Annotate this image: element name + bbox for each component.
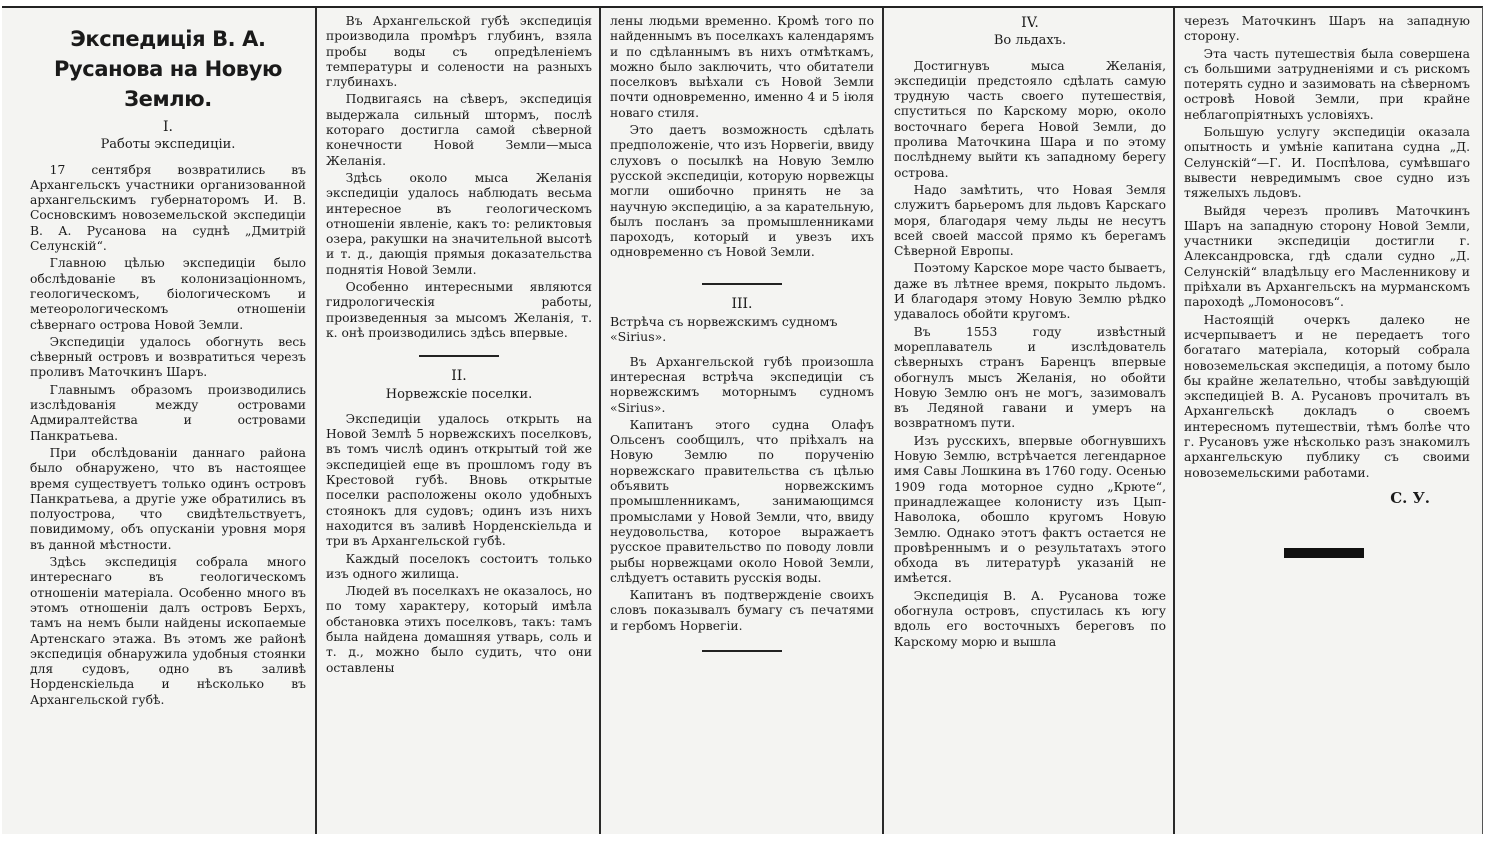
- paragraph: лены людьми временно. Кромѣ того по найденнымъ въ поселкахъ календарямъ и по сдѣланнымъ въ нихъ отмѣткамъ, можно было заключить, что обитатели поселковъ выѣхали съ Новой Земли почти одновременно, именно 4 и 5 іюля новаго стиля.: [610, 14, 874, 120]
- section-divider: [702, 650, 782, 652]
- paragraph: Здѣсь около мыса Желанія экспедиціи удалось наблюдать весьма интересное въ геологическомъ отношеніи явленіе, какъ то: реликтовыя озера, ракушки на значительной высотѣ и т. д., дающія прямыя доказательства поднятія Новой Земли.: [326, 170, 592, 277]
- paragraph: Капитанъ этого судна Олафъ Ольсенъ сообщилъ, что пріѣхалъ на Новую Землю по порученію норвежскаго правительства съ цѣлью объявить норвежскимъ промышленникамъ, занимающимся промыслами у Новой Земли, что, ввиду неудовольства, которое выражаетъ русское правительство по поводу ловли рыбы норвежцами около Новой Земли, слѣдуетъ оставить русскія воды.: [610, 417, 874, 585]
- author-signature: С. У.: [1390, 488, 1430, 507]
- paragraph: Экспедиціи удалось открыть на Новой Землѣ 5 норвежскихъ поселковъ, въ томъ числѣ одинъ открытый той же экспедиціей еще въ прошломъ году въ Крестовой губѣ. Вновь открытые поселки расположены около удобныхъ стоянокъ для судовъ; одинъ изъ нихъ находится въ заливѣ Норденскіельда и три въ Архангельской губѣ.: [326, 411, 592, 549]
- column-rule: [315, 8, 317, 834]
- paragraph: Экспедиціи удалось обогнуть весь сѣверный островъ и возвратиться черезъ проливъ Маточкинъ Шаръ.: [30, 334, 306, 380]
- column-2: [318, 8, 600, 834]
- section-divider: [702, 283, 782, 285]
- newspaper-page: [2, 6, 1483, 834]
- paragraph: Эта часть путешествія была совершена съ большими затрудненіями и съ рискомъ потерять судно и зазимовать на сѣверномъ островѣ Новой Земли, при крайне неблагопріятныхъ условіяхъ.: [1184, 46, 1470, 122]
- paragraph: Достигнувъ мыса Желанія, экспедиціи предстояло сдѣлать самую трудную часть своего путешествія, спуститься по Карскому морю, около восточнаго берега Новой Земли, до пролива Маточкина Шара и по этому послѣднему выйти къ западному берегу острова.: [894, 58, 1166, 180]
- column-3: [602, 8, 882, 834]
- paragraph: Надо замѣтить, что Новая Земля служитъ барьеромъ для льдовъ Карскаго моря, благодаря чему льды не несутъ всей своей массой прямо къ берегамъ Сѣверной Европы.: [894, 182, 1166, 259]
- paragraph: Поэтому Карское море часто бываетъ, даже въ лѣтнее время, покрыто льдомъ. И благодаря этому Новую Землю рѣдко удавалось обойти кругомъ.: [894, 261, 1166, 322]
- paragraph: Въ Архангельской губѣ произошла интересная встрѣча экспедиціи съ норвежскимъ моторнымъ судномъ «Sirius».: [610, 354, 874, 415]
- paragraph: Изъ русскихъ, впервые обогнувшихъ Новую Землю, встрѣчается легендарное имя Савы Лошкина въ 1760 году. Осенью 1909 года моторное судно „Крюте“, принадлежащее колонисту изъ Цып-Наволока, обошло кругомъ Новую Землю. Однако этотъ фактъ остается не провѣреннымъ и о результатахъ этого обхода въ литературѣ указаній не имѣется.: [894, 433, 1166, 586]
- paragraph: Въ Архангельской губѣ экспедиція производила промѣръ глубинъ, взяла пробы воды съ опредѣленіемъ температуры и солености на разныхъ глубинахъ.: [326, 14, 592, 90]
- paragraph: Подвигаясь на сѣверъ, экспедиція выдержала сильный штормъ, послѣ котораго достигла самой сѣверной конечности Новой Земли—мыса Желанія.: [326, 92, 592, 168]
- paragraph: Людей въ поселкахъ не оказалось, но по тому характеру, который имѣла обстановка этихъ поселковъ, такъ: тамъ была найдена домашняя утварь, соль и т. д., можно было судить, что они оставлены: [326, 584, 592, 675]
- paragraph: Большую услугу экспедиціи оказала опытность и умѣніе капитана судна „Д. Селунскій“—Г. И. Поспѣлова, сумѣвшаго вывести невредимымъ свое судно изъ тяжелыхъ льдовъ.: [1184, 125, 1470, 201]
- column-1: [22, 8, 314, 834]
- section-number: III.: [731, 295, 753, 312]
- section-heading: Работы экспедиціи.: [100, 137, 236, 153]
- section-number: I.: [163, 119, 173, 135]
- section-heading: Норвежскіе поселки.: [385, 386, 533, 402]
- section-heading: Встрѣча съ норвежскимъ судномъ «Sirius».: [610, 314, 838, 345]
- paragraph: Каждый поселокъ состоитъ только изъ одного жилища.: [326, 551, 592, 581]
- paragraph: При обслѣдованіи даннаго района было обнаружено, что въ настоящее время существуетъ только одинъ островъ Панкратьева, а другіе уже обратились въ полуострова, что свидѣтельствуетъ, повидимому, объ опусканіи уровня моря въ данной мѣстности.: [30, 445, 306, 552]
- article-title: Экспедиція В. А. Русанова на Новую Землю.: [54, 27, 282, 111]
- paragraph: Это даетъ возможность сдѣлать предположеніе, что изъ Норвегіи, ввиду слуховъ о посылкѣ на Новую Землю русской экспедиціи, которую норвежцы могли ошибочно принять не за научную экспедицію, а за карательную, былъ посланъ за промышленниками пароходъ, который и увезъ ихъ одновременно съ Новой Земли.: [610, 123, 874, 260]
- column-4: [886, 8, 1174, 834]
- section-heading: Во льдахъ.: [993, 33, 1067, 49]
- paragraph: Выйдя черезъ проливъ Маточкинъ Шаръ на западную сторону Новой Земли, участники экспедиціи достигли г. Александровска, гдѣ сдали судно „Д. Селунскій“ владѣльцу его Масленникову и пріѣхали въ Архангельскъ на мурманскомъ пароходѣ „Ломоносовъ“.: [1184, 203, 1470, 310]
- paragraph: Экспедиція В. А. Русанова тоже обогнула островъ, спустилась къ югу вдоль его восточныхъ береговъ по Карскому морю и вышла: [894, 588, 1166, 649]
- column-5: [1176, 8, 1478, 834]
- paragraph: 17 сентября возвратились въ Архангельскъ участники организованной архангельскимъ губернаторомъ И. В. Сосновскимъ новоземельской экспедиціи В. А. Русанова на суднѣ „Дмитрій Селунскій“.: [30, 162, 306, 254]
- column-rule: [882, 8, 884, 834]
- ink-blot: [1284, 548, 1364, 558]
- paragraph: Капитанъ въ подтвержденіе своихъ словъ показывалъ бумагу съ печатями и гербомъ Норвегіи.: [610, 588, 874, 633]
- paragraph: Особенно интересными являются гидрологическія работы, произведенныя за мысомъ Желанія, т. к. онѣ производились здѣсь впервые.: [326, 280, 592, 340]
- paragraph: Главною цѣлью экспедиціи было обслѣдованіе въ колонизаціонномъ, геологическомъ, біологическомъ и метеорологическомъ отношеніи сѣвернаго острова Новой Земли.: [30, 256, 306, 332]
- paragraph: Въ 1553 году извѣстный мореплаватель и изслѣдователь сѣверныхъ странъ Баренцъ впервые обогнулъ мысъ Желанія, но обойти Новую Землю онъ не могъ, зазимовалъ въ Ледяной гавани и умеръ на возвратномъ пути.: [894, 324, 1166, 431]
- section-number: II.: [451, 368, 467, 385]
- section-divider: [419, 355, 499, 357]
- paragraph: черезъ Маточкинъ Шаръ на западную сторону.: [1184, 14, 1470, 44]
- paragraph: Настоящій очеркъ далеко не исчерпываетъ и не передаетъ того богатаго матеріала, который собрала новоземельская экспедиція, а потому было бы крайне желательно, чтобы завѣдующій экспедиціей В. А. Русановъ прочиталъ въ Архангельскѣ докладъ о своемъ интересномъ путешествіи, тѣмъ болѣе что г. Русановъ уже нѣсколько разъ знакомилъ архангельскую публику съ своими новоземельскими работами.: [1184, 312, 1470, 480]
- section-number: IV.: [1021, 15, 1039, 31]
- paragraph: Здѣсь экспедиція собрала много интереснаго въ геологическомъ отношеніи матеріала. Особенно много въ этомъ отношеніи далъ островъ Берхъ, тамъ на немъ были найдены ископаемые Артенскаго этажа. Въ этомъ же районѣ экспедиція обнаружила удобныя стоянки для судовъ, одно въ заливѣ Норденскіельда и нѣсколько въ Архангельской губѣ.: [30, 555, 306, 707]
- paragraph: Главнымъ образомъ производились изслѣдованія между островами Адмиралтейства и островами Панкратьева.: [30, 382, 306, 443]
